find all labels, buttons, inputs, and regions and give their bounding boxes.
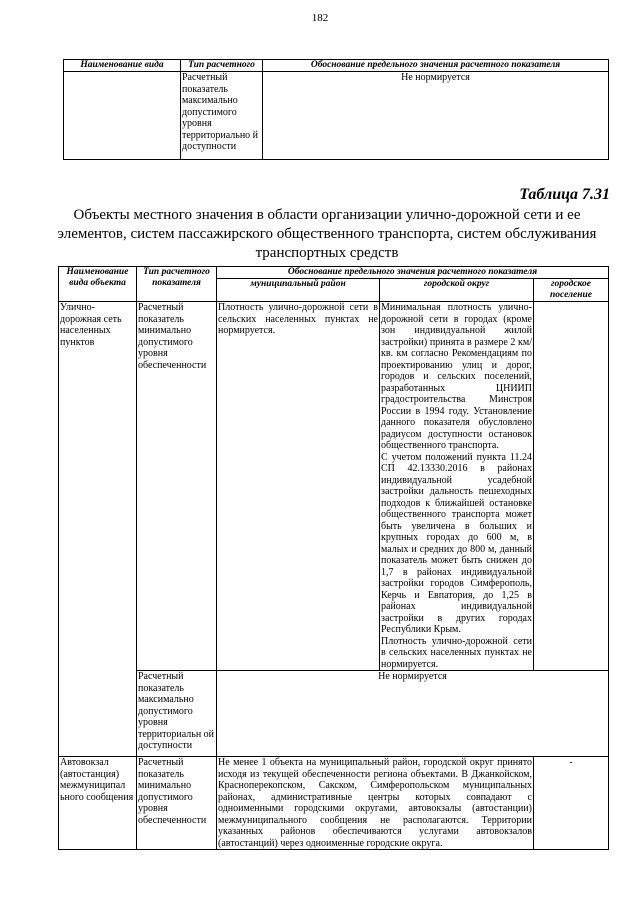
cell-object-name: Автовокзал (автостанция) межмуниципал ьного сообщения xyxy=(59,757,137,850)
city-paragraph-1: Минимальная плотность улично-дорожной сети в городах (кроме зон индивидуальной жилой застройки) принята в размере 2 км/кв. км согласно Рекомендациям по проектированию улиц и дорог, городов и сельских поселений, разработанных ЦНИИП градостроительства Минстроя России в 1994 году. Установление данного показателя обусловлено радиусом доступности остановок общественного транспорта. xyxy=(381,302,532,451)
header-object-name: Наименование вида объекта xyxy=(59,267,137,302)
header-indicator-type: Тип расчетного xyxy=(181,60,263,72)
table-header-row xyxy=(59,267,609,279)
header-justification: Обоснование предельного значения расчетного показателя xyxy=(263,60,609,72)
header-indicator-type: Тип расчетного показателя xyxy=(137,267,217,302)
header-justification: Обоснование предельного значения расчетного показателя xyxy=(217,267,609,279)
cell-justification: Не нормируется xyxy=(263,72,609,160)
continued-table xyxy=(63,59,609,160)
cell-kind-name xyxy=(64,72,181,160)
cell-indicator-type: Расчетный показатель максимально допустимого уровня территориально й доступности xyxy=(181,72,263,160)
table-title: Объекты местного значения в области организации улично-дорожной сети и ее элементов, систем пассажирского общественного транспорта, систем обслуживания транспортных средств xyxy=(57,207,597,261)
page-number: 182 xyxy=(311,12,329,24)
cell-justification: Не нормируется xyxy=(217,671,609,757)
city-paragraph-3: Плотность улично-дорожной сети в сельских населенных пунктах не нормируется. xyxy=(381,635,532,670)
cell-indicator-type: Расчетный показатель минимально допустимого уровня обеспеченности xyxy=(137,302,217,671)
cell-indicator-type: Расчетный показатель минимально допустимого уровня обеспеченности xyxy=(137,757,217,850)
cell-municipal-city-merged: Не менее 1 объекта на муниципальный район, городской округ принято исходя из текущей обеспеченности региона объектами. В Джанкойском, Красноперекопском, Сакском, Симферопольском муниципальных районах, административные центры которых совпадают с одноименными городскими округами, автовокзалы (автостанции) межмуниципального сообщения не располагаются. Территории указанных районов обеспечиваются услугами автовокзалов (автостанций) через одноименные городские округа. xyxy=(218,757,532,849)
header-municipal-district: муниципальный район xyxy=(217,279,380,302)
cell-urban-settlement xyxy=(534,302,609,671)
header-city-district: городской округ xyxy=(380,279,534,302)
main-table xyxy=(58,266,609,850)
table-row xyxy=(59,302,609,671)
cell-object-name: Улично-дорожная сеть населенных пунктов xyxy=(59,302,137,757)
table-header-row xyxy=(64,60,609,72)
city-paragraph-2: С учетом положений пункта 11.24 СП 42.13330.2016 в районах индивидуальной усадебной застройки дальность пешеходных подходов к ближайшей остановке общественного транспорта может быть увеличена в больших и крупных городах до 600 м, в малых и средних до 800 м, данный показатель может быть снижен до 1,7 в районах индивидуальной застройки городов Симферополь, Керчь и Евпатория, до 1,25 в районах индивидуальной застройки в других городах Республики Крым. xyxy=(381,451,532,635)
cell-urban-settlement: - xyxy=(534,757,609,850)
table-row xyxy=(64,72,609,160)
cell-indicator-type: Расчетный показатель максимально допустимого уровня территориальн ой доступности xyxy=(137,671,217,757)
header-urban-settlement: городское поселение xyxy=(534,279,609,302)
cell-municipal-district: Плотность улично-дорожной сети в сельских населенных пунктах не нормируется. xyxy=(217,302,380,671)
table-row xyxy=(59,671,609,757)
table-caption: Таблица 7.31 xyxy=(519,186,610,203)
table-row xyxy=(59,757,609,850)
header-kind-name: Наименование вида xyxy=(64,60,181,72)
cell-city-district xyxy=(380,302,534,671)
